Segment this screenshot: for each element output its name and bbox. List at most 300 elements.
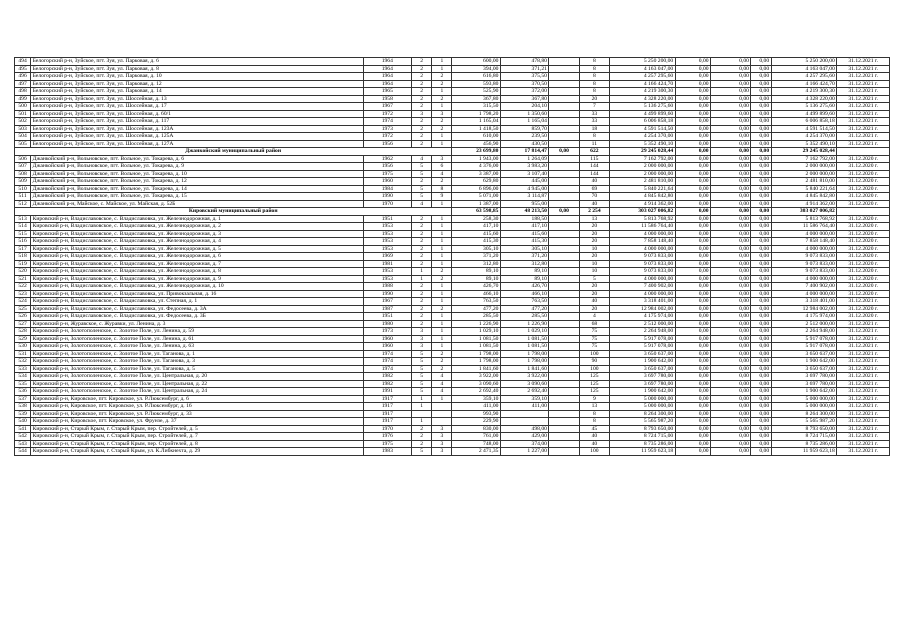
total-cost-cell: 4 000 000,00: [610, 230, 676, 238]
local-cost-cell: 0,00: [751, 155, 771, 163]
residents-cell: 75: [579, 328, 609, 336]
address-cell: Кировский р-н, Владиславовское, с. Владиславовка, ул. Федосеева, д. 3Б: [31, 313, 363, 321]
owners-cost-cell: 7 162 792,00: [771, 155, 837, 163]
district-title: Кировский муниципальный район: [15, 208, 452, 216]
subtotal-s3-cell: 0,00: [711, 148, 751, 156]
total-area-cell: 229,90: [452, 418, 500, 426]
local-cost-cell: 0,00: [751, 200, 771, 208]
subtotal-s5-cell: 303 027 006,82: [771, 208, 837, 216]
floors-cell: [412, 410, 432, 418]
budget-cost-cell: 0,00: [711, 440, 751, 448]
deadline-cell: 31.12.2020 г.: [837, 170, 890, 178]
table-row: [15, 193, 890, 201]
local-cost-cell: 0,00: [751, 163, 771, 171]
entrances-cell: 2: [432, 350, 452, 358]
owners-cost-cell: 9 073 833,00: [771, 260, 837, 268]
address-cell: Кировский р-н, Золотополенское, с. Золотое Поле, ул. Ленина, д. 63: [31, 343, 363, 351]
owners-cost-cell: 5 917 078,00: [771, 335, 837, 343]
living-area-cell: 1 798,00: [500, 358, 548, 366]
local-cost-cell: 0,00: [751, 238, 771, 246]
total-area-cell: 761,00: [452, 433, 500, 441]
fund-cost-cell: 0,00: [675, 65, 710, 73]
table-row: [15, 388, 890, 396]
subtotal-p-cell: 2 254: [579, 208, 609, 216]
district-title: Джанкойский муниципальный район: [15, 148, 452, 156]
row-number: 540: [15, 418, 31, 426]
fund-cost-cell: 0,00: [675, 155, 710, 163]
row-number: 532: [15, 358, 31, 366]
entrances-cell: 2: [432, 125, 452, 133]
year-cell: 1958: [363, 95, 411, 103]
fund-cost-cell: 0,00: [675, 163, 710, 171]
total-area-cell: 1 226,90: [452, 320, 500, 328]
nonliving-area-cell: [549, 320, 579, 328]
nonliving-area-cell: [549, 410, 579, 418]
living-area-cell: 498,00: [500, 425, 548, 433]
year-cell: 1917: [363, 410, 411, 418]
floors-cell: 5: [412, 358, 432, 366]
total-cost-cell: 7 400 902,00: [610, 283, 676, 291]
budget-cost-cell: 0,00: [711, 410, 751, 418]
total-cost-cell: 12 984 002,00: [610, 305, 676, 313]
living-area-cell: 3 922,00: [500, 373, 548, 381]
address-cell: Кировский р-н, Владиславовское, с. Владиславовка, ул. Степная, д. 1: [31, 298, 363, 306]
local-cost-cell: 0,00: [751, 230, 771, 238]
living-area-cell: 374,00: [500, 440, 548, 448]
total-area-cell: 415,30: [452, 238, 500, 246]
budget-cost-cell: 0,00: [711, 178, 751, 186]
total-cost-cell: 4 219 300,30: [610, 88, 676, 96]
living-area-cell: 430,50: [500, 140, 548, 148]
residents-cell: 8: [579, 133, 609, 141]
row-number: 499: [15, 95, 31, 103]
year-cell: 1972: [363, 133, 411, 141]
table-row: [15, 395, 890, 403]
subtotal-empty-cell: [837, 208, 890, 216]
subtotal-s1-cell: 303 027 006,82: [610, 208, 676, 216]
table-row: [15, 58, 890, 66]
row-number: 528: [15, 328, 31, 336]
deadline-cell: 31.12.2021 г.: [837, 140, 890, 148]
living-area-cell: 3 090,60: [500, 380, 548, 388]
fund-cost-cell: 0,00: [675, 80, 710, 88]
entrances-cell: 1: [432, 253, 452, 261]
total-area-cell: 415,60: [452, 230, 500, 238]
entrances-cell: 3: [432, 110, 452, 118]
owners-cost-cell: 6 006 858,18: [771, 118, 837, 126]
floors-cell: 2: [412, 238, 432, 246]
budget-cost-cell: 0,00: [711, 253, 751, 261]
year-cell: 1965: [363, 88, 411, 96]
year-cell: 1975: [363, 440, 411, 448]
subtotal-empty-cell: [837, 148, 890, 156]
owners-cost-cell: 2 000 000,00: [771, 170, 837, 178]
row-number: 520: [15, 268, 31, 276]
year-cell: 1960: [363, 335, 411, 343]
deadline-cell: 31.12.2021 г.: [837, 125, 890, 133]
owners-cost-cell: 4 499 899,60: [771, 110, 837, 118]
living-area-cell: 285,50: [500, 313, 548, 321]
year-cell: 1960: [363, 178, 411, 186]
year-cell: 1964: [363, 73, 411, 81]
address-cell: Кировский р-н, Владиславовское, с. Владиславовка, ул. Железнодорожная, д. 5: [31, 245, 363, 253]
floors-cell: 4: [412, 200, 432, 208]
total-cost-cell: 7 162 792,00: [610, 155, 676, 163]
floors-cell: 2: [412, 133, 432, 141]
local-cost-cell: 0,00: [751, 410, 771, 418]
nonliving-area-cell: [549, 118, 579, 126]
living-area-cell: 955,00: [500, 200, 548, 208]
total-cost-cell: 3 650 637,00: [610, 350, 676, 358]
total-area-cell: 5 071,00: [452, 193, 500, 201]
budget-cost-cell: 0,00: [711, 58, 751, 66]
nonliving-area-cell: [549, 305, 579, 313]
budget-cost-cell: 0,00: [711, 118, 751, 126]
local-cost-cell: 0,00: [751, 403, 771, 411]
budget-cost-cell: 0,00: [711, 125, 751, 133]
year-cell: 1982: [363, 380, 411, 388]
nonliving-area-cell: [549, 140, 579, 148]
total-area-cell: 1 029,10: [452, 328, 500, 336]
total-cost-cell: 2 264 948,00: [610, 328, 676, 336]
floors-cell: 2: [412, 425, 432, 433]
residents-cell: 33: [579, 118, 609, 126]
budget-cost-cell: 0,00: [711, 283, 751, 291]
row-number: 527: [15, 320, 31, 328]
entrances-cell: 1: [432, 133, 452, 141]
residents-cell: 8: [579, 73, 609, 81]
nonliving-area-cell: [549, 433, 579, 441]
total-cost-cell: 5 917 078,00: [610, 343, 676, 351]
address-cell: Кировский р-н, Владиславовское, с. Владиславовка, ул. Железнодорожная, д. 4: [31, 238, 363, 246]
fund-cost-cell: 0,00: [675, 185, 710, 193]
year-cell: 1953: [363, 268, 411, 276]
entrances-cell: 1: [432, 238, 452, 246]
table-row: [15, 215, 890, 223]
total-cost-cell: 9 073 833,00: [610, 268, 676, 276]
year-cell: 1956: [363, 140, 411, 148]
subtotal-a1-cell: 23 699,80: [452, 148, 500, 156]
local-cost-cell: 0,00: [751, 275, 771, 283]
local-cost-cell: 0,00: [751, 298, 771, 306]
fund-cost-cell: 0,00: [675, 373, 710, 381]
floors-cell: 2: [412, 125, 432, 133]
fund-cost-cell: 0,00: [675, 245, 710, 253]
year-cell: 1990: [363, 290, 411, 298]
total-area-cell: 394,00: [452, 65, 500, 73]
owners-cost-cell: 12 984 002,00: [771, 305, 837, 313]
budget-cost-cell: 0,00: [711, 305, 751, 313]
address-cell: Кировский р-н, Владиславовское, с. Владиславовка, ул. Железнодорожная, д. 2: [31, 223, 363, 231]
local-cost-cell: 0,00: [751, 125, 771, 133]
budget-cost-cell: 0,00: [711, 140, 751, 148]
living-area-cell: 305,10: [500, 245, 548, 253]
total-cost-cell: 4 591 514,50: [610, 125, 676, 133]
entrances-cell: 2: [432, 275, 452, 283]
nonliving-area-cell: [549, 358, 579, 366]
floors-cell: 2: [412, 298, 432, 306]
total-area-cell: 629,80: [452, 178, 500, 186]
residents-cell: 20: [579, 223, 609, 231]
local-cost-cell: 0,00: [751, 305, 771, 313]
year-cell: 1951: [363, 313, 411, 321]
living-area-cell: 3 107,40: [500, 170, 548, 178]
deadline-cell: 31.12.2021 г.: [837, 73, 890, 81]
budget-cost-cell: 0,00: [711, 448, 751, 456]
living-area-cell: 359,10: [500, 395, 548, 403]
address-cell: Кировский р-н, Золотополенское, с. Золотое Поле, ул. Центральная, д. 22: [31, 380, 363, 388]
local-cost-cell: 0,00: [751, 425, 771, 433]
fund-cost-cell: 0,00: [675, 133, 710, 141]
owners-cost-cell: 9 073 833,00: [771, 253, 837, 261]
floors-cell: 5: [412, 448, 432, 456]
budget-cost-cell: 0,00: [711, 290, 751, 298]
row-number: 509: [15, 178, 31, 186]
year-cell: 1990: [363, 193, 411, 201]
address-cell: Кировский р-н, Золотополенское, с. Золотое Поле, ул. Таганова, д. 1: [31, 350, 363, 358]
total-cost-cell: 6 006 858,18: [610, 118, 676, 126]
row-number: 495: [15, 65, 31, 73]
fund-cost-cell: 0,00: [675, 283, 710, 291]
table-row: [15, 118, 890, 126]
owners-cost-cell: 8 793 650,00: [771, 425, 837, 433]
budget-cost-cell: 0,00: [711, 328, 751, 336]
residents-cell: 40: [579, 440, 609, 448]
residents-cell: 100: [579, 350, 609, 358]
floors-cell: 1: [412, 395, 432, 403]
total-area-cell: 6 896,00: [452, 185, 500, 193]
owners-cost-cell: 4 219 300,30: [771, 88, 837, 96]
floors-cell: 2: [412, 313, 432, 321]
entrances-cell: 9: [432, 193, 452, 201]
address-cell: Кировский р-н, Кировское, пгт. Кировское, ул. Р.Люксембург, д. 16: [31, 403, 363, 411]
owners-cost-cell: 4 914 362,00: [771, 200, 837, 208]
living-area-cell: 1 081,50: [500, 343, 548, 351]
residents-cell: 7: [579, 103, 609, 111]
local-cost-cell: 0,00: [751, 140, 771, 148]
residents-cell: 8: [579, 80, 609, 88]
total-cost-cell: 5 250 200,00: [610, 58, 676, 66]
entrances-cell: 1: [432, 343, 452, 351]
floors-cell: 2: [412, 440, 432, 448]
nonliving-area-cell: [549, 275, 579, 283]
owners-cost-cell: 4 000 000,00: [771, 290, 837, 298]
nonliving-area-cell: [549, 440, 579, 448]
row-number: 518: [15, 253, 31, 261]
fund-cost-cell: 0,00: [675, 125, 710, 133]
fund-cost-cell: 0,00: [675, 238, 710, 246]
local-cost-cell: 0,00: [751, 80, 771, 88]
table-row: [15, 305, 890, 313]
residents-cell: 33: [579, 110, 609, 118]
living-area-cell: 312,80: [500, 260, 548, 268]
local-cost-cell: 0,00: [751, 193, 771, 201]
nonliving-area-cell: [549, 200, 579, 208]
entrances-cell: 1: [432, 140, 452, 148]
address-cell: Кировский р-н, Владиславовское, с. Владиславовка, ул. Железнодорожная, д. 7: [31, 260, 363, 268]
row-number: 530: [15, 343, 31, 351]
fund-cost-cell: 0,00: [675, 88, 710, 96]
floors-cell: 1: [412, 418, 432, 426]
entrances-cell: 2: [432, 365, 452, 373]
local-cost-cell: 0,00: [751, 185, 771, 193]
entrances-cell: 3: [432, 433, 452, 441]
budget-cost-cell: 0,00: [711, 73, 751, 81]
row-number: 515: [15, 230, 31, 238]
residents-cell: 11: [579, 140, 609, 148]
deadline-cell: 31.12.2020 г.: [837, 230, 890, 238]
residents-cell: 90: [579, 358, 609, 366]
table-row: [15, 283, 890, 291]
year-cell: 1970: [363, 425, 411, 433]
total-area-cell: 312,80: [452, 260, 500, 268]
total-cost-cell: 9 073 833,00: [610, 260, 676, 268]
year-cell: 1964: [363, 80, 411, 88]
local-cost-cell: 0,00: [751, 365, 771, 373]
fund-cost-cell: 0,00: [675, 290, 710, 298]
owners-cost-cell: 5 250 200,00: [771, 58, 837, 66]
address-cell: Джанкойский р-н, Вольновское, пгт. Вольное, ул. Токарева, д. 9: [31, 163, 363, 171]
total-area-cell: 610,00: [452, 133, 500, 141]
total-cost-cell: 2 000 000,00: [610, 170, 676, 178]
table-row: [15, 170, 890, 178]
owners-cost-cell: 4 000 000,00: [771, 275, 837, 283]
year-cell: 1967: [363, 298, 411, 306]
residents-cell: 125: [579, 373, 609, 381]
address-cell: Кировский р-н, Кировское, пгт. Кировское, ул. Фрунзе, д. 37: [31, 418, 363, 426]
address-cell: Кировский р-н, Золотополенское, с. Золотое Поле, ул. Центральная, д. 24: [31, 388, 363, 396]
row-number: 524: [15, 298, 31, 306]
year-cell: 1983: [363, 448, 411, 456]
row-number: 516: [15, 238, 31, 246]
address-cell: Джанкойский р-н, Вольновское, пгт. Вольное, ул. Токарева, д. 6: [31, 155, 363, 163]
budget-cost-cell: 0,00: [711, 335, 751, 343]
living-area-cell: 415,30: [500, 238, 548, 246]
nonliving-area-cell: [549, 253, 579, 261]
address-cell: Кировский р-н, Владиславовское, с. Владиславовка, ул. Железнодорожная, д. 10: [31, 283, 363, 291]
floors-cell: 2: [412, 290, 432, 298]
year-cell: 1960: [363, 343, 411, 351]
floors-cell: 5: [412, 388, 432, 396]
row-number: 513: [15, 215, 31, 223]
owners-cost-cell: 5 917 078,00: [771, 343, 837, 351]
table-row: [15, 350, 890, 358]
owners-cost-cell: 8 735 286,00: [771, 440, 837, 448]
entrances-cell: 1: [432, 88, 452, 96]
total-area-cell: 2 471,35: [452, 448, 500, 456]
entrances-cell: 3: [432, 155, 452, 163]
floors-cell: 3: [412, 335, 432, 343]
row-number: 508: [15, 170, 31, 178]
subtotal-s2-cell: 0,00: [675, 148, 710, 156]
residents-cell: 8: [579, 410, 609, 418]
nonliving-area-cell: [549, 313, 579, 321]
local-cost-cell: 0,00: [751, 110, 771, 118]
total-cost-cell: 4 163 047,00: [610, 65, 676, 73]
total-cost-cell: 4 328 220,00: [610, 95, 676, 103]
local-cost-cell: 0,00: [751, 290, 771, 298]
living-area-cell: 3 114,87: [500, 193, 548, 201]
budget-cost-cell: 0,00: [711, 215, 751, 223]
owners-cost-cell: 3 697 780,00: [771, 373, 837, 381]
row-number: 496: [15, 73, 31, 81]
year-cell: 1982: [363, 373, 411, 381]
owners-cost-cell: 5 352 490,10: [771, 140, 837, 148]
owners-cost-cell: 8 724 715,00: [771, 433, 837, 441]
table-row: [15, 140, 890, 148]
total-cost-cell: 4 000 000,00: [610, 275, 676, 283]
residents-cell: 144: [579, 163, 609, 171]
row-number: 510: [15, 185, 31, 193]
entrances-cell: 8: [432, 185, 452, 193]
budget-cost-cell: 0,00: [711, 418, 751, 426]
floors-cell: 2: [412, 73, 432, 81]
nonliving-area-cell: [549, 95, 579, 103]
year-cell: 1974: [363, 365, 411, 373]
fund-cost-cell: 0,00: [675, 73, 710, 81]
total-cost-cell: 4 914 362,00: [610, 200, 676, 208]
row-number: 501: [15, 110, 31, 118]
total-cost-cell: 4 000 000,00: [610, 290, 676, 298]
year-cell: 1974: [363, 350, 411, 358]
entrances-cell: 1: [432, 335, 452, 343]
owners-cost-cell: 4 591 514,50: [771, 125, 837, 133]
table-row: [15, 343, 890, 351]
subtotal-s2-cell: 0,00: [675, 208, 710, 216]
total-cost-cell: 4 000 000,00: [610, 245, 676, 253]
living-area-cell: 763,50: [500, 298, 548, 306]
floors-cell: 2: [412, 245, 432, 253]
row-number: 503: [15, 125, 31, 133]
row-number: 512: [15, 200, 31, 208]
nonliving-area-cell: [549, 80, 579, 88]
address-cell: Белогорский р-н, Зуйское, пгт. Зуя, ул. Шоссейная, д. 13: [31, 95, 363, 103]
local-cost-cell: 0,00: [751, 58, 771, 66]
row-number: 523: [15, 290, 31, 298]
fund-cost-cell: 0,00: [675, 350, 710, 358]
deadline-cell: 31.12.2020 г.: [837, 163, 890, 171]
total-area-cell: 1 798,20: [452, 110, 500, 118]
living-area-cell: 4 945,00: [500, 185, 548, 193]
row-number: 541: [15, 425, 31, 433]
local-cost-cell: 0,00: [751, 65, 771, 73]
entrances-cell: 6: [432, 163, 452, 171]
local-cost-cell: 0,00: [751, 373, 771, 381]
housing-register-table: [14, 57, 890, 456]
row-number: 494: [15, 58, 31, 66]
table-row: [15, 380, 890, 388]
deadline-cell: 31.12.2021 г.: [837, 358, 890, 366]
fund-cost-cell: 0,00: [675, 335, 710, 343]
fund-cost-cell: 0,00: [675, 365, 710, 373]
local-cost-cell: 0,00: [751, 268, 771, 276]
residents-cell: 10: [579, 260, 609, 268]
total-cost-cell: 3 650 637,00: [610, 365, 676, 373]
table-row: [15, 268, 890, 276]
floors-cell: 5: [412, 163, 432, 171]
local-cost-cell: 0,00: [751, 313, 771, 321]
total-cost-cell: 9 073 833,00: [610, 253, 676, 261]
subtotal-s4-cell: 0,00: [751, 208, 771, 216]
address-cell: Кировский р-н, Журавское, с. Журавки, ул. Ленина, д. 3: [31, 320, 363, 328]
address-cell: Белогорский р-н, Зуйское, пгт. Зуя, ул. Шоссейная, д. 17: [31, 103, 363, 111]
owners-cost-cell: 7 400 902,00: [771, 283, 837, 291]
nonliving-area-cell: [549, 215, 579, 223]
nonliving-area-cell: [549, 373, 579, 381]
floors-cell: 2: [412, 103, 432, 111]
fund-cost-cell: 0,00: [675, 215, 710, 223]
address-cell: Белогорский р-н, Зуйское, пгт. Зуя, ул. Парковая, д. 6: [31, 58, 363, 66]
